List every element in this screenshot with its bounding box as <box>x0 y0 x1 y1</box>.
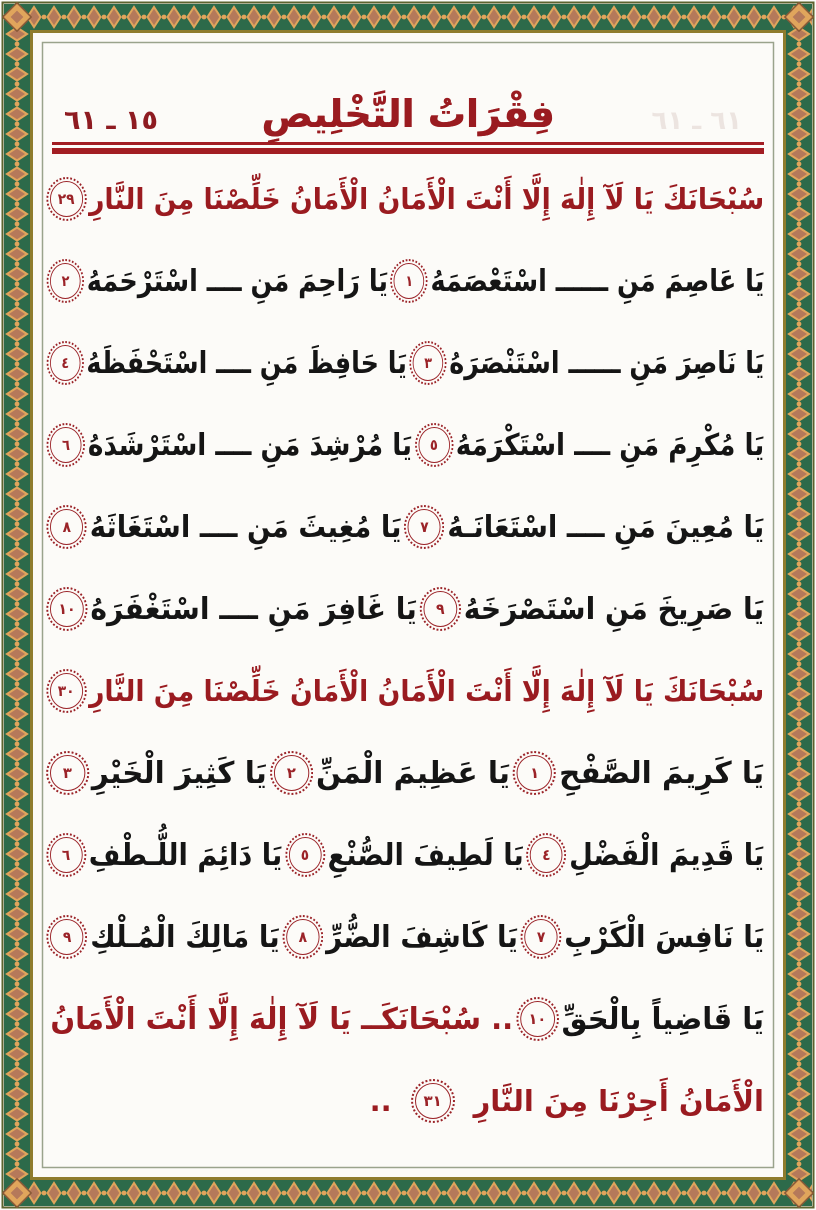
verse-number-badge: ١٠ <box>520 1001 555 1037</box>
invocation-text: يَا عَاصِمَ مَنِ ــــــ اسْتَعْصَمَهُ <box>430 263 765 299</box>
text-line <box>62 486 766 568</box>
invocation-text: يَا قَاضِياً بِالْحَقِّ <box>561 1001 765 1037</box>
verse-number-badge: ٦ <box>50 427 82 463</box>
page-content <box>44 44 772 1166</box>
invocation-text: يَا نَاصِرَ مَنِ ــــــ اسْتَنْصَرَهُ <box>449 345 765 381</box>
verse-number-badge: ٧ <box>524 919 557 955</box>
verse-number-badge: ٤ <box>50 345 81 381</box>
invocation-text: يَا كَرِيمَ الصَّفْحِ <box>559 755 765 791</box>
text-line <box>61 240 766 322</box>
invocation-text: سُبْحَانَكَ يَا لَآ إِلٰهَ إِلَّا أَنْتَ الْأَمَانُ الْأَمَانُ خَلِّصْنَا مِنَ النَّارِ <box>89 674 765 708</box>
text-line <box>61 814 766 896</box>
verse-number-badge: ٥ <box>289 837 322 873</box>
page-title: فِقْرَاتُ التَّخْلِيصِ <box>261 92 555 136</box>
verse-number-badge: ٢ <box>50 263 81 299</box>
text-line <box>50 978 766 1060</box>
verse-number-badge: ١ <box>394 263 425 299</box>
text-line <box>63 732 766 814</box>
verse-number-badge: ٣١ <box>415 1083 451 1119</box>
verse-number-badge: ١٠ <box>50 591 84 627</box>
text-line <box>57 650 766 732</box>
page-header <box>50 44 766 136</box>
invocation-text: يَا قَدِيمَ الْفَضْلِ <box>569 837 765 873</box>
verse-number-badge: ٣٠ <box>50 673 83 709</box>
body-lines <box>50 154 766 1142</box>
header-ghost-numbers: ٦١ ـ ٦١ <box>651 106 742 136</box>
invocation-text: يَا كَاشِفَ الضُّرِّ <box>326 919 518 955</box>
invocation-text: يَا كَثِيرَ الْخَيْرِ <box>91 755 267 791</box>
invocation-text: .. <box>369 1084 392 1118</box>
invocation-text: الْأَمَانُ أَجِرْنَا مِنَ النَّارِ <box>473 1084 764 1118</box>
verse-number-badge: ٩ <box>50 919 83 955</box>
verse-number-badge: ٧ <box>408 509 441 545</box>
text-line <box>61 322 766 404</box>
text-line <box>62 896 766 978</box>
verse-number-badge: ٨ <box>50 509 83 545</box>
verse-number-badge: ٨ <box>286 919 319 955</box>
invocation-text: يَا رَاحِمَ مَنِ ــــ اسْتَرْحَمَهُ <box>86 263 389 299</box>
divider-thin-bar <box>52 142 764 145</box>
verse-number-badge: ٥ <box>418 427 450 463</box>
invocation-text: يَا مُرْشِدَ مَنِ ــــ اسْتَرْشَدَهُ <box>87 427 412 463</box>
verse-number-badge: ٢٩ <box>50 181 83 217</box>
invocation-text: يَا نَافِسَ الْكَرْبِ <box>564 919 765 955</box>
invocation-text: يَا مُغِيثَ مَنِ ــــ اسْتَغَاثَهُ <box>89 509 402 545</box>
header-divider-rule <box>52 142 764 154</box>
invocation-text: يَا غَافِرَ مَنِ ــــ اسْتَغْفَرَهُ <box>90 591 417 627</box>
text-line <box>62 404 766 486</box>
verse-number-badge: ٤ <box>530 837 563 873</box>
verse-number-badge: ٣ <box>413 345 444 381</box>
verse-number-badge: ٢ <box>274 755 309 791</box>
invocation-text: يَا مَالِكَ الْمُـلْكِ <box>90 919 280 955</box>
invocation-text: يَا دَائِمَ اللُّـطْفِ <box>88 837 283 873</box>
text-line <box>57 158 766 240</box>
invocation-text: يَا مُكْرِمَ مَنِ ــــ اسْتَكْرَمَهُ <box>455 427 765 463</box>
verse-number-badge: ٩ <box>423 591 457 627</box>
invocation-text: يَا حَافِظَ مَنِ ــــ اسْتَحْفَظَهُ <box>86 345 407 381</box>
invocation-text: يَا مُعِينَ مَنِ ــــ اسْتَعَانَـهُ <box>447 509 765 545</box>
text-line <box>50 1060 766 1142</box>
verse-number-badge: ١ <box>517 755 552 791</box>
invocation-text: يَا صَرِيخَ مَنِ اسْتَصْرَخَهُ <box>463 591 765 627</box>
verse-number-badge: ٣ <box>50 755 85 791</box>
invocation-text: سُبْحَانَكَ يَا لَآ إِلٰهَ إِلَّا أَنْتَ الْأَمَانُ الْأَمَانُ خَلِّصْنَا مِنَ النَّارِ <box>89 182 765 216</box>
invocation-text: .. سُبْحَانَكَــ يَا لَآ إِلٰهَ إِلَّا أَنْتَ الْأَمَانُ <box>50 1001 514 1037</box>
header-page-numbers: ١٥ ـ ٦١ <box>64 105 158 136</box>
invocation-text: يَا عَظِيمَ الْمَنِّ <box>315 755 511 791</box>
text-line <box>58 568 766 650</box>
verse-number-badge: ٦ <box>50 837 83 873</box>
invocation-text: يَا لَطِيفَ الصُّنْعِ <box>327 837 524 873</box>
